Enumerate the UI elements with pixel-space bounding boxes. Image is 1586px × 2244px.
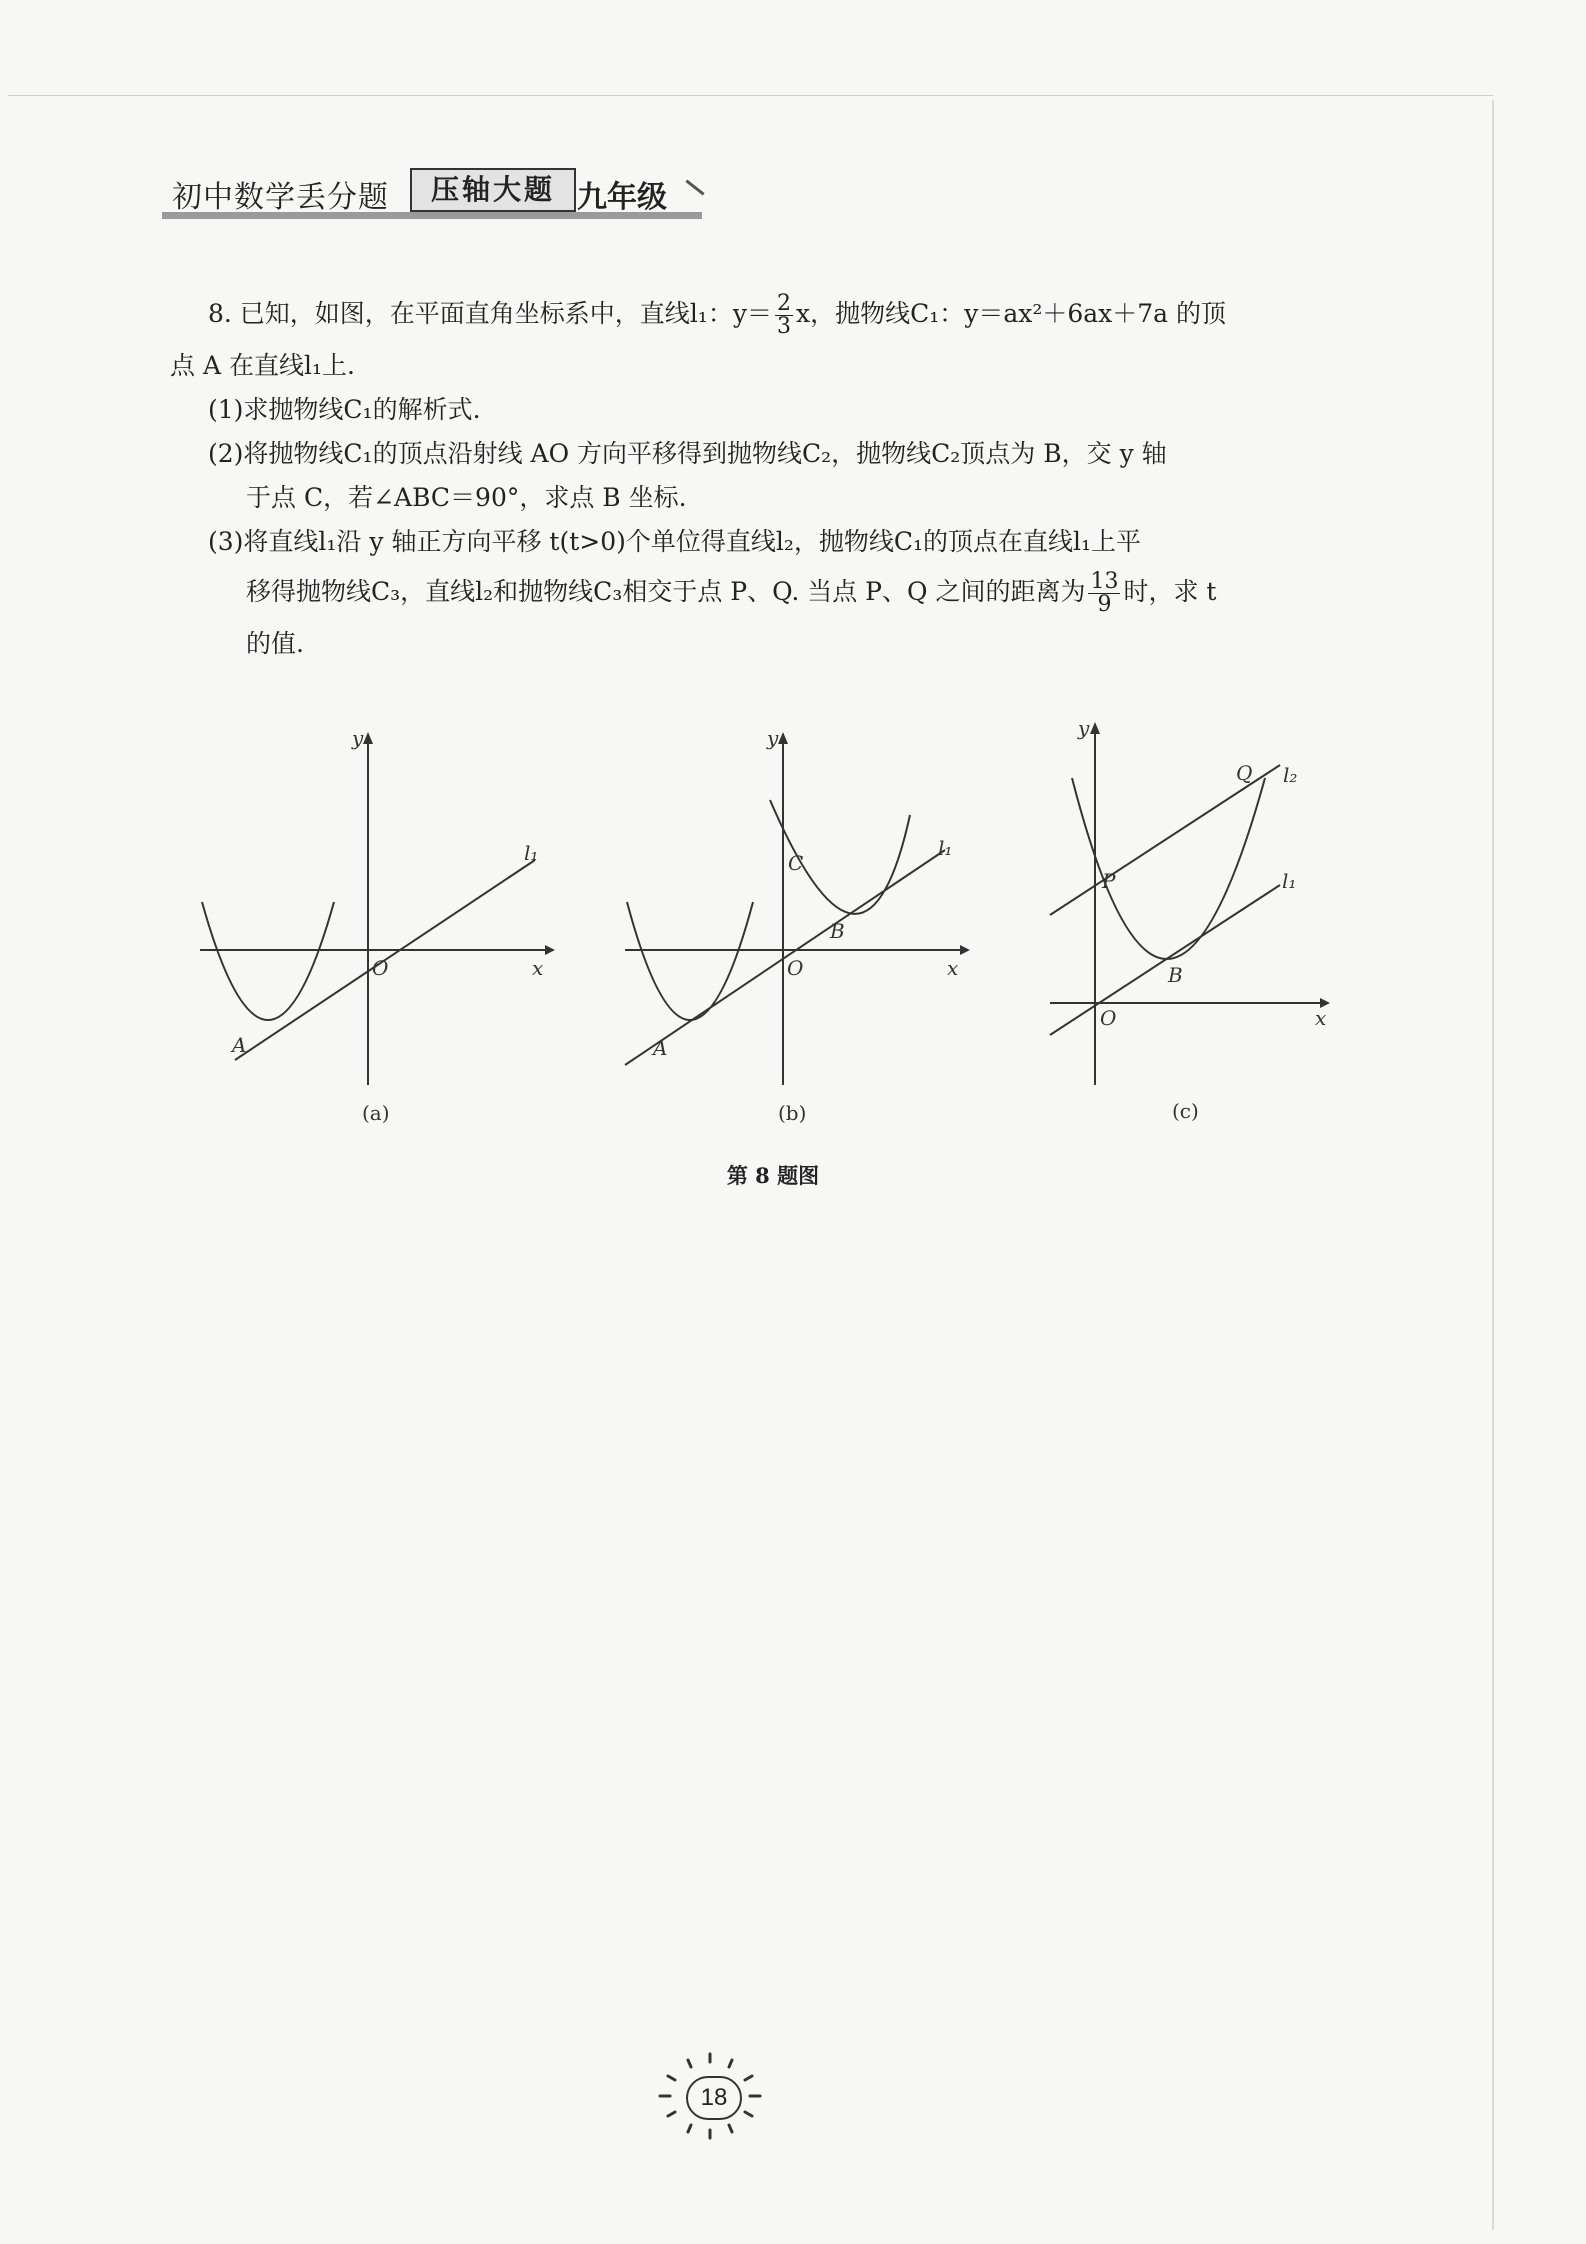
fig-a-label-l1: l₁ [524,841,539,865]
fig-c-caption: (c) [1172,1099,1199,1123]
question-1: (1)求抛物线C₁的解析式. [208,395,481,424]
fig-b-label-A: A [653,1036,668,1060]
fig-a-label-A: A [232,1033,247,1057]
problem-8 [170,291,1358,666]
page-header [162,168,710,224]
fig-b-label-O: O [787,956,804,980]
fig-b-label-C: C [788,851,804,875]
figure-b [625,726,970,1125]
fig-c-label-Q: Q [1236,761,1253,785]
fig-c-label-B: B [1168,963,1183,987]
fig-b-caption: (b) [778,1101,807,1125]
fig-a-caption: (a) [362,1101,390,1125]
fig-c-label-y: y [1078,720,1090,740]
fig-b-y-arrow [778,732,788,744]
header-badge: 压轴大题 [410,168,576,212]
figure-title: 第 8 题图 [726,1163,820,1188]
fig-b-x-arrow [960,945,970,955]
fig-b-line-l1 [625,850,945,1065]
fig-a-parabola [202,902,334,1020]
fig-c-line-l1 [1050,885,1280,1035]
fig-c-label-x: x [1315,1006,1327,1030]
fraction-thirteen-ninths: $\frac{13}{9}$ [1090,569,1119,617]
header-tail-mark [685,180,704,196]
fig-a-label-y: y [352,726,364,750]
fig-a-y-arrow [363,732,373,744]
fig-c-label-O: O [1100,1006,1117,1030]
fig-c-y-arrow [1090,722,1100,734]
question-3-line-3: 的值. [246,629,304,658]
fig-c-parabola-c3 [1072,778,1265,959]
fig-b-label-l1: l₁ [938,836,953,860]
fig-b-parabola-c1 [627,902,753,1020]
fig-a-x-arrow [545,945,555,955]
problem-line-1: 8. 已知，如图，在平面直角坐标系中，直线l₁：y＝ $\frac{2}{3}$ x，抛物线C₁：y＝ax²＋6ax＋7a 的顶 [208,291,1227,339]
figures [190,720,1370,1140]
header-series: 初中数学丢分题 [172,180,389,215]
page-top-edge [8,95,1493,96]
question-3-line-2: 移得抛物线C₃，直线l₂和抛物线C₃相交于点 P、Q. 当点 P、Q 之间的距离为 $\frac{13}{9}$ 时，求 t [246,569,1217,617]
question-2-line-1: (2)将抛物线C₁的顶点沿射线 AO 方向平移得到抛物线C₂，抛物线C₂顶点为 B，交 y 轴 [208,439,1167,468]
question-2-line-2: 于点 C，若∠ABC＝90°，求点 B 坐标. [246,483,687,512]
problem-line-2: 点 A 在直线l₁上. [170,351,355,380]
header-grade: 九年级 [577,180,667,215]
page-number-ornament [650,2048,770,2148]
fig-a-label-O: O [372,956,389,980]
fig-b-label-B: B [830,919,845,943]
figure-a [200,726,555,1125]
fig-c-label-P: P [1102,869,1116,893]
figure-c [1050,720,1330,1123]
fig-c-label-l2: l₂ [1283,763,1298,787]
fig-b-label-y: y [767,726,779,750]
page-number: 18 [686,2076,742,2120]
fig-b-label-x: x [947,956,959,980]
fraction-two-thirds: $\frac{2}{3}$ [776,291,791,339]
question-3-line-1: (3)将直线l₁沿 y 轴正方向平移 t(t>0)个单位得直线l₂，抛物线C₁的顶点在直线l₁上平 [208,527,1142,556]
fig-a-label-x: x [532,956,544,980]
fig-c-label-l1: l₁ [1282,869,1297,893]
